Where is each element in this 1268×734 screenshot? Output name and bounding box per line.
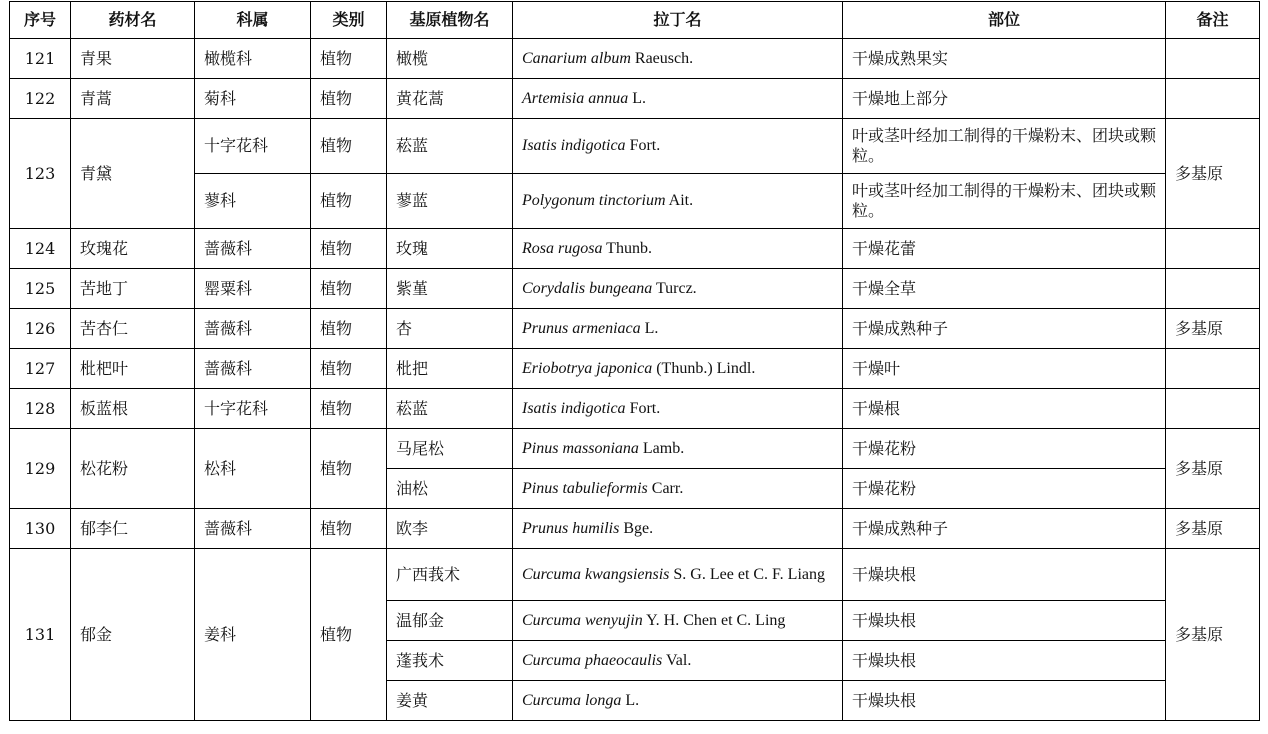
latin-author: L. bbox=[632, 89, 646, 107]
category: 植物 bbox=[311, 389, 387, 429]
plant-name: 姜黄 bbox=[387, 681, 513, 721]
plant-name: 菘蓝 bbox=[387, 389, 513, 429]
plant-name: 蓬莪术 bbox=[387, 641, 513, 681]
plant-part: 干燥全草 bbox=[843, 269, 1166, 309]
plant-part: 干燥花粉 bbox=[843, 429, 1166, 469]
plant-name: 枇把 bbox=[387, 349, 513, 389]
latin-author: Lamb. bbox=[642, 439, 685, 457]
col-header-part: 部位 bbox=[843, 2, 1166, 39]
latin-genus: Curcuma kwangsiensis bbox=[522, 565, 670, 583]
latin-name bbox=[513, 309, 843, 349]
latin-author: Fort. bbox=[629, 399, 661, 417]
latin-author: Turcz. bbox=[655, 279, 697, 297]
latin-author: Ait. bbox=[668, 192, 694, 209]
latin-name bbox=[513, 429, 843, 469]
table-row bbox=[10, 229, 1260, 269]
family-name: 菊科 bbox=[195, 79, 311, 119]
herb-name: 玫瑰花 bbox=[71, 229, 195, 269]
herb-name: 郁金 bbox=[71, 549, 195, 721]
plant-name: 欧李 bbox=[387, 509, 513, 549]
latin-name bbox=[513, 681, 843, 721]
col-header-category: 类别 bbox=[311, 2, 387, 39]
latin-genus: Curcuma wenyujin bbox=[522, 611, 643, 629]
note bbox=[1166, 39, 1260, 79]
row-number: 130 bbox=[10, 509, 71, 549]
table-row bbox=[10, 174, 1260, 229]
latin-author: Bge. bbox=[623, 519, 654, 537]
latin-author: Thunb. bbox=[606, 239, 652, 257]
plant-name: 广西莪术 bbox=[387, 549, 513, 601]
latin-genus: Corydalis bungeana bbox=[522, 279, 653, 297]
plant-part: 干燥成熟种子 bbox=[843, 509, 1166, 549]
category: 植物 bbox=[311, 549, 387, 721]
family-name: 蔷薇科 bbox=[195, 229, 311, 269]
category: 植物 bbox=[311, 119, 387, 174]
col-header-family: 科属 bbox=[195, 2, 311, 39]
latin-author: S. G. Lee et C. F. Liang bbox=[673, 565, 825, 583]
row-number: 121 bbox=[10, 39, 71, 79]
row-number: 125 bbox=[10, 269, 71, 309]
plant-part: 干燥地上部分 bbox=[843, 79, 1166, 119]
note: 多基原 bbox=[1166, 309, 1260, 349]
latin-name bbox=[513, 389, 843, 429]
herb-name: 苦杏仁 bbox=[71, 309, 195, 349]
herb-name: 板蓝根 bbox=[71, 389, 195, 429]
latin-name bbox=[513, 119, 843, 174]
plant-name: 玫瑰 bbox=[387, 229, 513, 269]
latin-author: Val. bbox=[666, 651, 692, 669]
table-row bbox=[10, 429, 1260, 469]
note bbox=[1166, 349, 1260, 389]
latin-author: Raeusch. bbox=[634, 49, 694, 67]
col-header-no: 序号 bbox=[10, 2, 71, 39]
table-row bbox=[10, 39, 1260, 79]
note: 多基原 bbox=[1166, 509, 1260, 549]
table-row bbox=[10, 309, 1260, 349]
latin-name bbox=[513, 549, 843, 601]
plant-part: 干燥块根 bbox=[843, 549, 1166, 601]
latin-author: L. bbox=[625, 691, 640, 709]
latin-author: L. bbox=[644, 319, 659, 337]
plant-name: 油松 bbox=[387, 469, 513, 509]
plant-name: 杏 bbox=[387, 309, 513, 349]
table-row bbox=[10, 349, 1260, 389]
latin-name bbox=[513, 469, 843, 509]
row-number: 128 bbox=[10, 389, 71, 429]
row-number: 131 bbox=[10, 549, 71, 721]
latin-name bbox=[513, 174, 843, 229]
latin-name bbox=[513, 641, 843, 681]
latin-genus: Isatis indigotica bbox=[522, 399, 626, 417]
plant-part: 干燥花蕾 bbox=[843, 229, 1166, 269]
latin-genus: Artemisia annua bbox=[522, 89, 629, 107]
plant-part: 干燥花粉 bbox=[843, 469, 1166, 509]
plant-part: 干燥成熟种子 bbox=[843, 309, 1166, 349]
latin-name bbox=[513, 79, 843, 119]
plant-name: 菘蓝 bbox=[387, 119, 513, 174]
plant-part: 干燥块根 bbox=[843, 641, 1166, 681]
note: 多基原 bbox=[1166, 549, 1260, 721]
latin-name bbox=[513, 229, 843, 269]
table-row bbox=[10, 389, 1260, 429]
herb-name: 青蒿 bbox=[71, 79, 195, 119]
family-name: 蔷薇科 bbox=[195, 309, 311, 349]
plant-name: 紫堇 bbox=[387, 269, 513, 309]
herb-name: 苦地丁 bbox=[71, 269, 195, 309]
latin-genus: Isatis indigotica bbox=[522, 137, 626, 154]
category: 植物 bbox=[311, 174, 387, 229]
latin-genus: Curcuma phaeocaulis bbox=[522, 651, 663, 669]
plant-name: 橄榄 bbox=[387, 39, 513, 79]
note bbox=[1166, 389, 1260, 429]
row-number: 127 bbox=[10, 349, 71, 389]
row-number: 129 bbox=[10, 429, 71, 509]
category: 植物 bbox=[311, 429, 387, 509]
family-name: 十字花科 bbox=[195, 119, 311, 174]
family-name: 十字花科 bbox=[195, 389, 311, 429]
row-number: 124 bbox=[10, 229, 71, 269]
herb-table bbox=[9, 1, 1260, 721]
family-name: 姜科 bbox=[195, 549, 311, 721]
category: 植物 bbox=[311, 269, 387, 309]
family-name: 橄榄科 bbox=[195, 39, 311, 79]
latin-genus: Rosa rugosa bbox=[522, 239, 603, 257]
plant-name: 温郁金 bbox=[387, 601, 513, 641]
row-number: 122 bbox=[10, 79, 71, 119]
family-name: 松科 bbox=[195, 429, 311, 509]
row-number: 123 bbox=[10, 119, 71, 229]
plant-part: 干燥块根 bbox=[843, 601, 1166, 641]
col-header-latin: 拉丁名 bbox=[513, 2, 843, 39]
col-header-plant: 基原植物名 bbox=[387, 2, 513, 39]
plant-part: 干燥根 bbox=[843, 389, 1166, 429]
latin-genus: Pinus tabulieformis bbox=[522, 479, 648, 497]
category: 植物 bbox=[311, 349, 387, 389]
plant-name: 蓼蓝 bbox=[387, 174, 513, 229]
table-row bbox=[10, 119, 1260, 174]
category: 植物 bbox=[311, 229, 387, 269]
category: 植物 bbox=[311, 79, 387, 119]
latin-genus: Pinus massoniana bbox=[522, 439, 639, 457]
note bbox=[1166, 229, 1260, 269]
plant-part: 叶或茎叶经加工制得的干燥粉末、团块或颗粒。 bbox=[843, 174, 1166, 229]
latin-genus: Polygonum tinctorium bbox=[522, 192, 666, 209]
col-header-note: 备注 bbox=[1166, 2, 1260, 39]
plant-name: 黄花蒿 bbox=[387, 79, 513, 119]
family-name: 蔷薇科 bbox=[195, 349, 311, 389]
herb-name: 青黛 bbox=[71, 119, 195, 229]
note bbox=[1166, 79, 1260, 119]
herb-name: 松花粉 bbox=[71, 429, 195, 509]
category: 植物 bbox=[311, 39, 387, 79]
header-row bbox=[10, 2, 1260, 39]
family-name: 蓼科 bbox=[195, 174, 311, 229]
latin-author: Carr. bbox=[651, 479, 684, 497]
table-row bbox=[10, 79, 1260, 119]
category: 植物 bbox=[311, 509, 387, 549]
latin-genus: Canarium album bbox=[522, 49, 631, 67]
latin-author: Y. H. Chen et C. Ling bbox=[646, 611, 786, 629]
latin-name bbox=[513, 509, 843, 549]
table-row bbox=[10, 509, 1260, 549]
latin-genus: Curcuma longa bbox=[522, 691, 622, 709]
latin-name bbox=[513, 269, 843, 309]
herb-name: 郁李仁 bbox=[71, 509, 195, 549]
herb-name: 青果 bbox=[71, 39, 195, 79]
latin-name bbox=[513, 39, 843, 79]
latin-genus: Prunus humilis bbox=[522, 519, 620, 537]
plant-name: 马尾松 bbox=[387, 429, 513, 469]
table-row bbox=[10, 269, 1260, 309]
plant-part: 干燥叶 bbox=[843, 349, 1166, 389]
row-number: 126 bbox=[10, 309, 71, 349]
plant-part: 干燥成熟果实 bbox=[843, 39, 1166, 79]
family-name: 罂粟科 bbox=[195, 269, 311, 309]
latin-name bbox=[513, 601, 843, 641]
latin-genus: Prunus armeniaca bbox=[522, 319, 641, 337]
latin-name bbox=[513, 349, 843, 389]
note: 多基原 bbox=[1166, 119, 1260, 229]
latin-author: (Thunb.) Lindl. bbox=[656, 359, 756, 377]
herb-name: 枇杷叶 bbox=[71, 349, 195, 389]
note: 多基原 bbox=[1166, 429, 1260, 509]
table-row bbox=[10, 549, 1260, 601]
note bbox=[1166, 269, 1260, 309]
category: 植物 bbox=[311, 309, 387, 349]
plant-part: 干燥块根 bbox=[843, 681, 1166, 721]
family-name: 蔷薇科 bbox=[195, 509, 311, 549]
latin-genus: Eriobotrya japonica bbox=[522, 359, 653, 377]
col-header-herb: 药材名 bbox=[71, 2, 195, 39]
plant-part: 叶或茎叶经加工制得的干燥粉末、团块或颗粒。 bbox=[843, 119, 1166, 174]
latin-author: Fort. bbox=[629, 137, 661, 154]
